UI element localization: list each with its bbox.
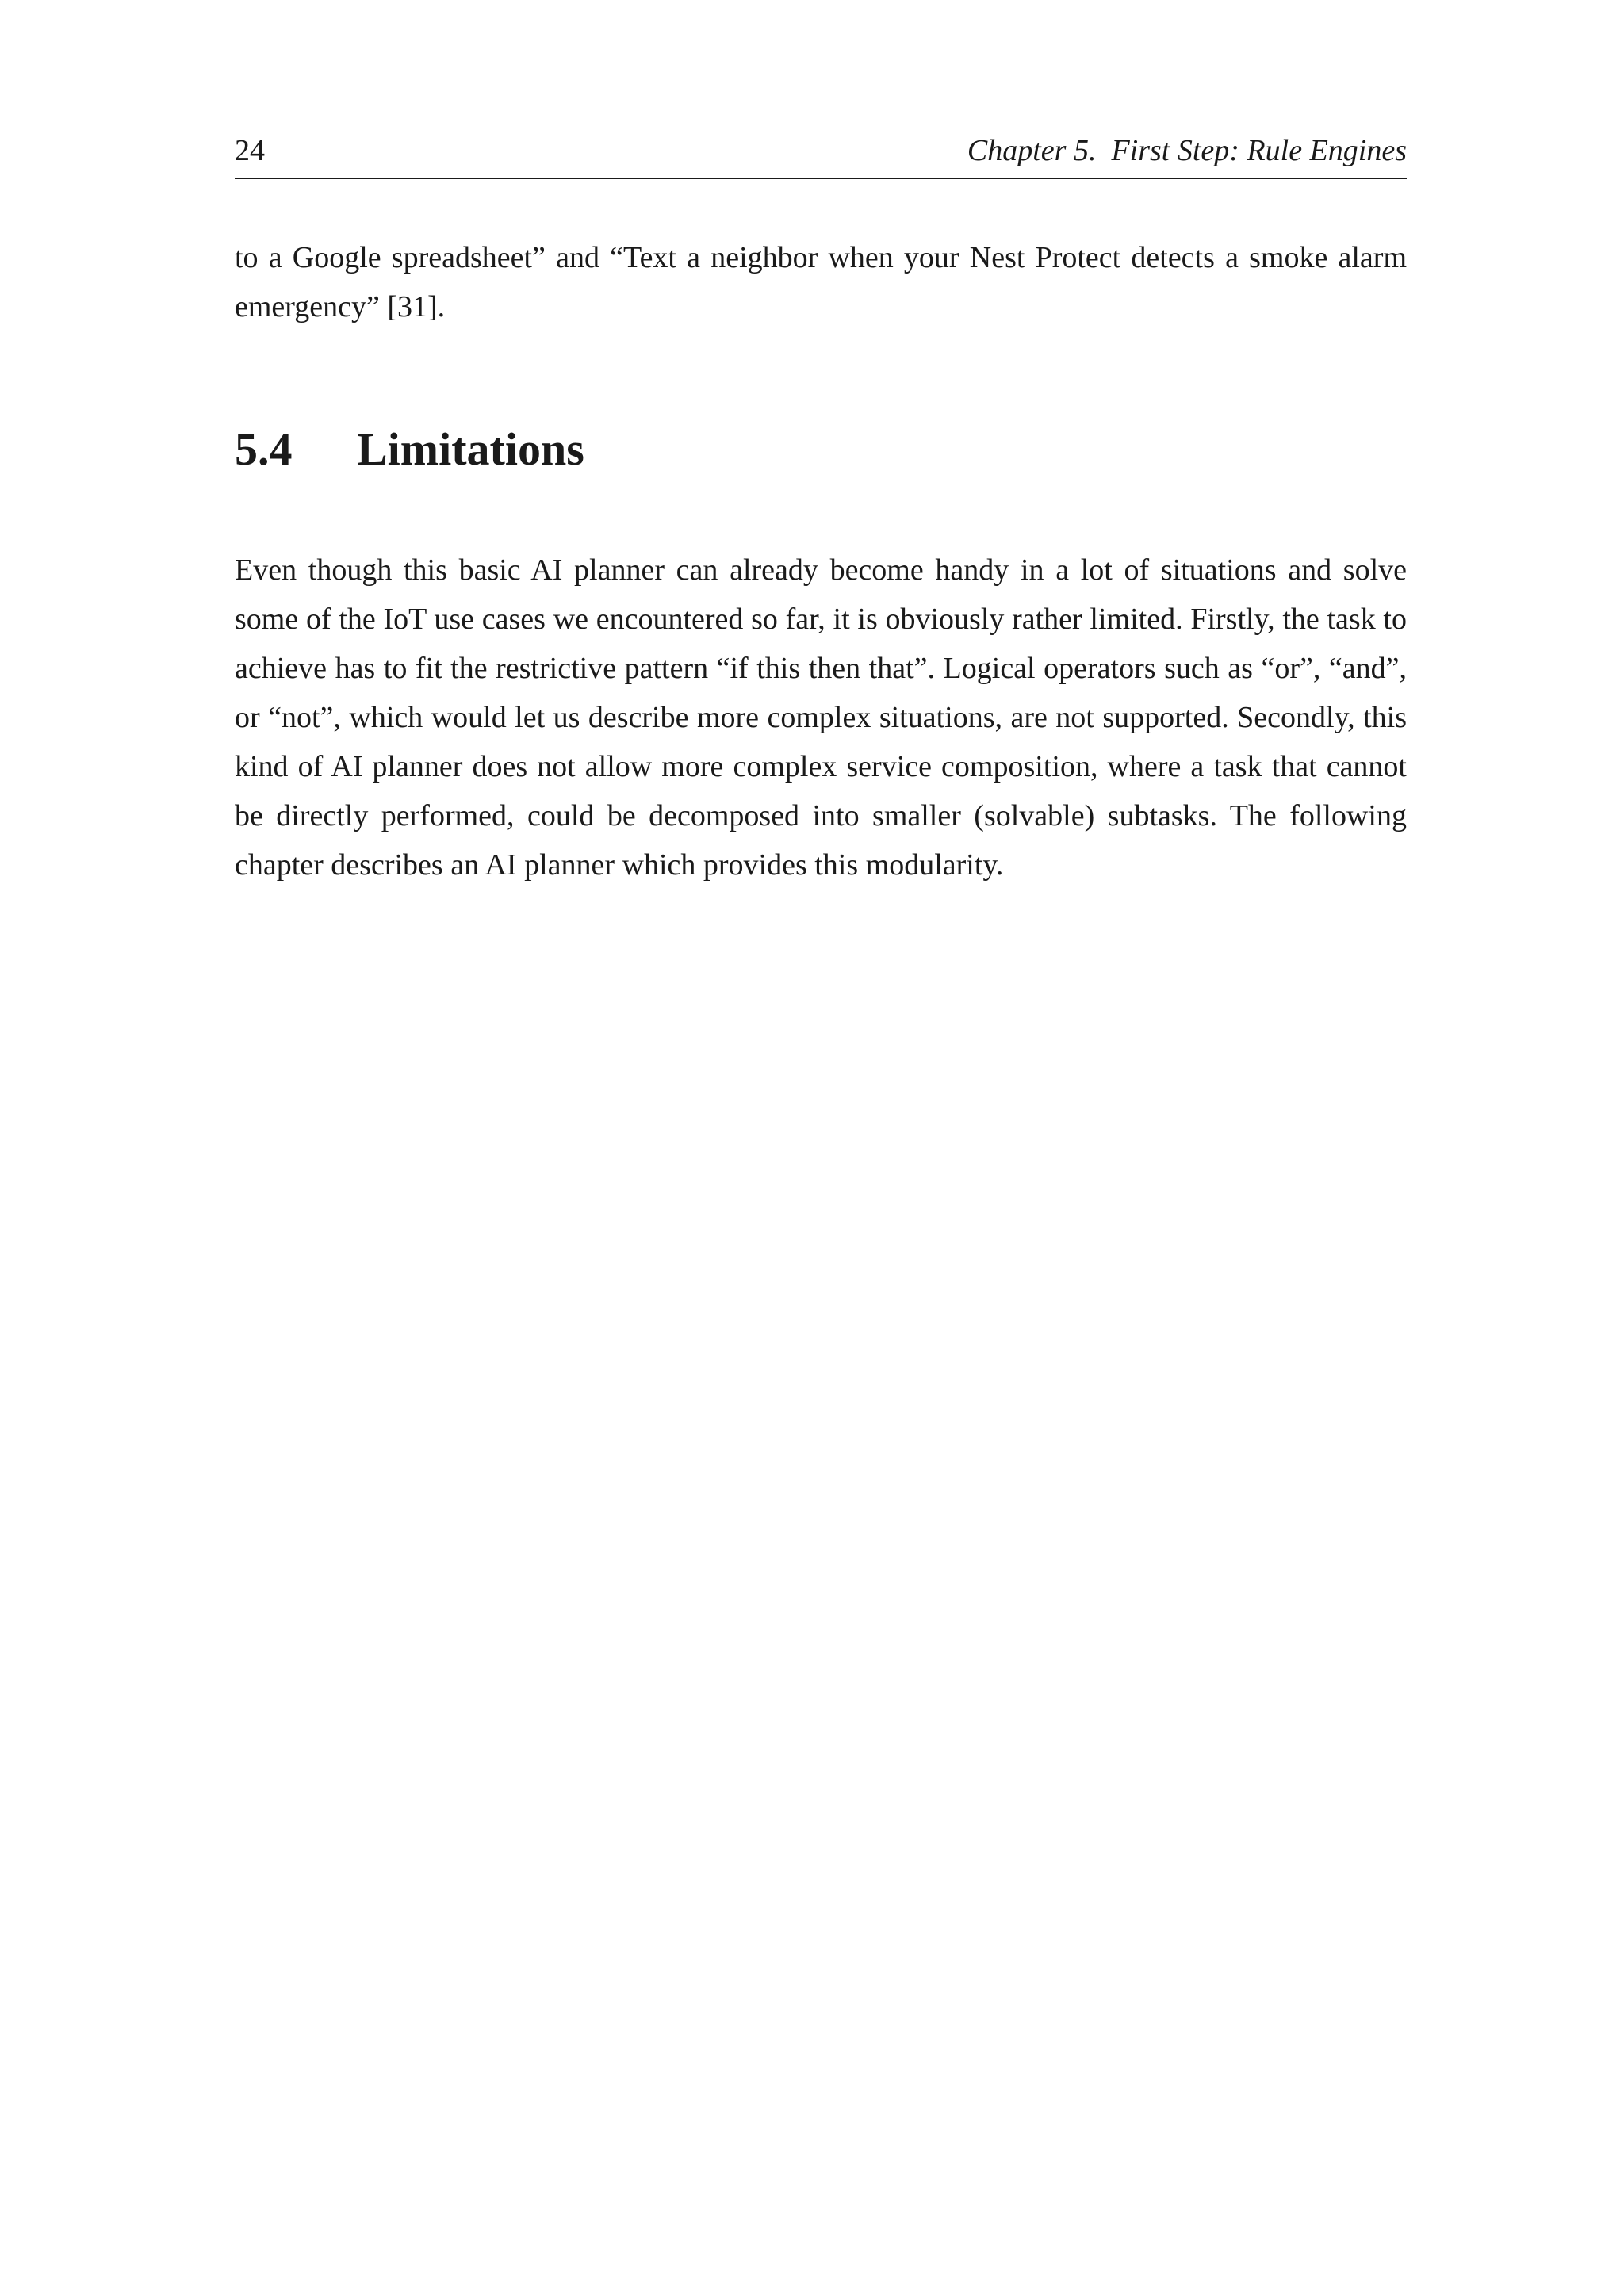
section-paragraph: Even though this basic AI planner can already become handy in a lot of situations and solve some of the IoT use cases we encountered so far, it is obviously rather limited. Firstly, the task to achieve has to fit the restrictive pattern “if this then that”. Logical operators such as “or”, “and”, or “not”, which would let us describe more complex situations, are not supported. Secondly, this kind of AI planner does not allow more complex service composition, where a task that cannot be directly performed, could be decomposed into smaller (solvable) subtasks. The following chapter describes an AI planner which provides this modularity.: [235, 553, 1407, 882]
section-title: Limitations: [357, 423, 584, 475]
running-header: [235, 130, 1407, 179]
section-heading: [235, 422, 584, 477]
running-chapter-title: Chapter 5. First Step: Rule Engines: [967, 134, 1407, 167]
page-number: 24: [235, 134, 265, 167]
section-number: 5.4: [235, 423, 293, 475]
continued-paragraph: to a Google spreadsheet” and “Text a neighbor when your Nest Protect detects a smoke alarm emergency” [31].: [235, 241, 1407, 323]
